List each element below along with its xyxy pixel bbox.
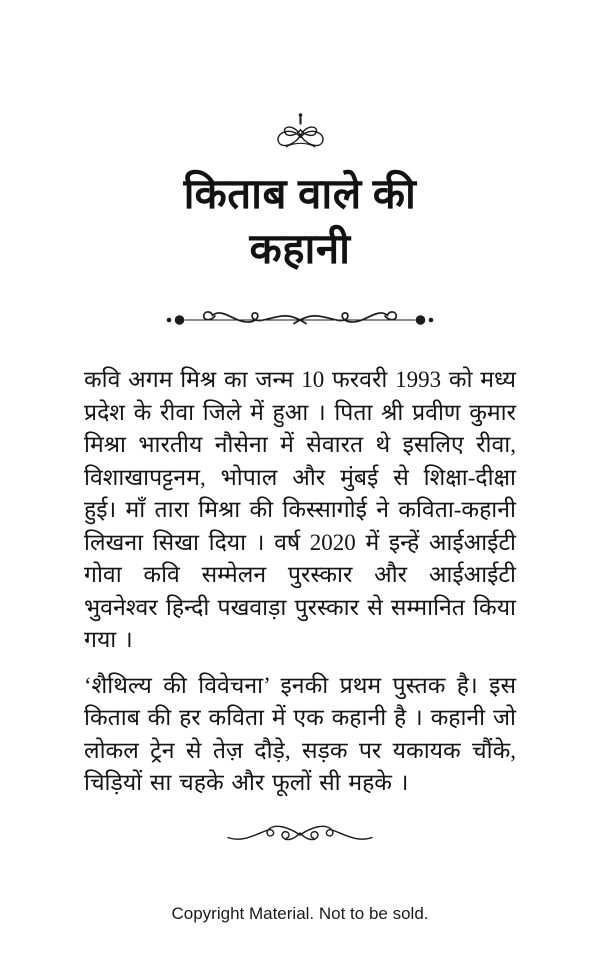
bottom-flourish-ornament <box>0 818 600 852</box>
calligraphic-knot-icon <box>272 112 329 158</box>
swirl-divider-icon <box>165 304 435 336</box>
author-bio-paragraph: कवि अगम मिश्र का जन्म 10 फरवरी 1993 को मध्य प्रदेश के रीवा जिले में हुआ । पिता श्री प्रवीण कुमार मिश्रा भारतीय नौसेना में सेवारत थे इसलिए रीवा, विशाखापट्टनम, भोपाल और मुंबई से शिक्षा-दीक्षा हुई। माँ तारा मिश्रा की किस्सागोई ने कविता-कहानी लिखना सिखा दिया । वर्ष 2020 में इन्हें आईआईटी गोवा कवि सम्मेलन पुरस्कार और आईआईटी भुवनेश्वर हिन्दी पखवाड़ा पुरस्कार से सम्मानित किया गया । <box>84 367 516 652</box>
swirl-flourish-icon <box>225 818 375 852</box>
title-line-2: कहानी <box>249 227 351 273</box>
page-title <box>0 168 600 278</box>
decorative-divider <box>0 304 600 336</box>
copyright-notice: Copyright Material. Not to be sold. <box>171 904 429 923</box>
title-line-1: किताब वाले की <box>183 172 417 218</box>
book-intro-paragraph: ‘शैथिल्य की विवेचना’ इनकी प्रथम पुस्तक है। इस किताब की हर कविता में एक कहानी है । कहानी जो लोकल ट्रेन से तेज़ दौड़े, सड़क पर यकायक चौंके, चिड़ियों सा चहके और फूलों सी महके । <box>84 672 516 795</box>
top-flourish-ornament <box>0 0 600 158</box>
